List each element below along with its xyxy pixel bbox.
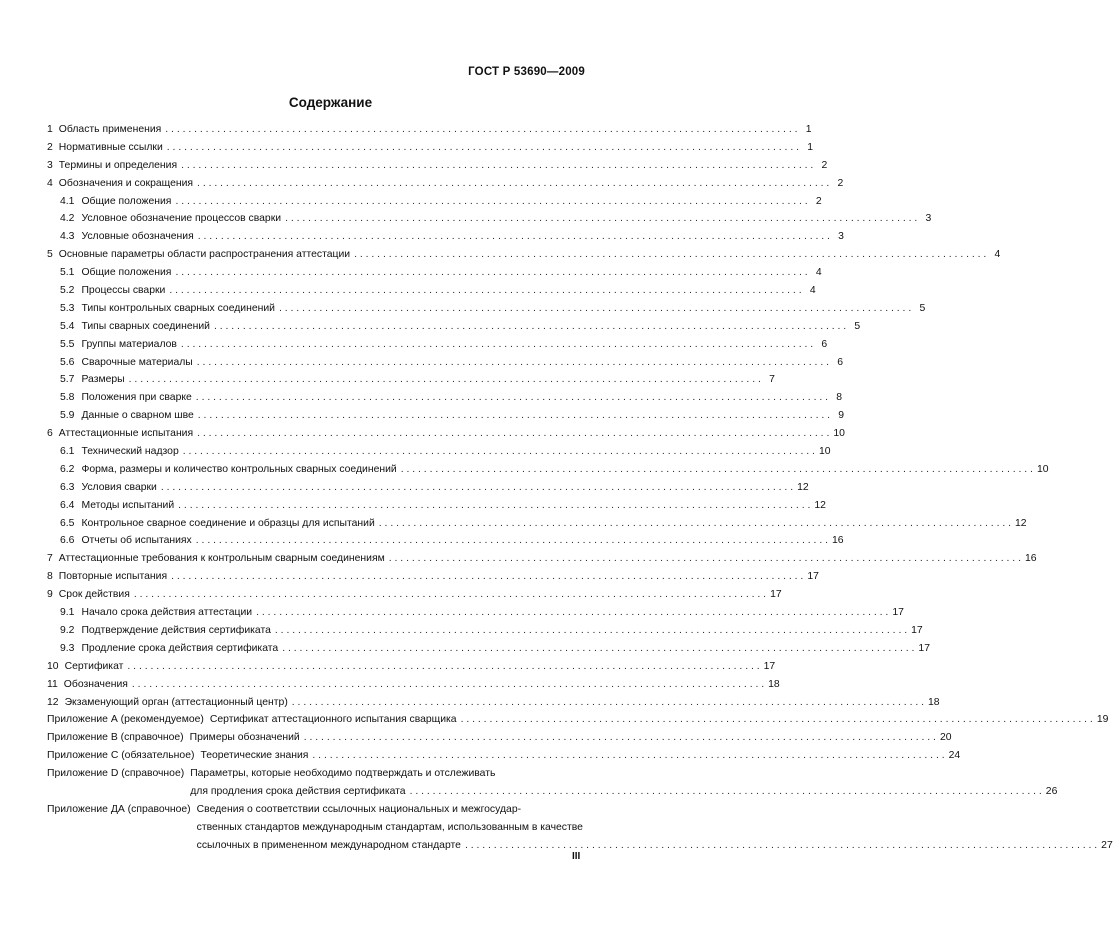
toc-entry[interactable] bbox=[47, 175, 844, 193]
dot-leader bbox=[167, 139, 799, 157]
dot-leader bbox=[410, 783, 1042, 801]
dot-leader bbox=[256, 604, 888, 622]
dot-leader bbox=[282, 640, 914, 658]
toc-entry-title: Положения при сварке bbox=[81, 392, 192, 404]
toc-entry[interactable] bbox=[47, 282, 816, 300]
toc-entry-number: 12 bbox=[47, 696, 59, 708]
toc-entry-title: Типы контрольных сварных соединений bbox=[81, 302, 275, 314]
toc-entry-title: Аттестационные испытания bbox=[58, 428, 194, 440]
toc-entry[interactable] bbox=[47, 640, 930, 658]
dot-leader bbox=[183, 443, 815, 461]
toc-appendix-entry[interactable] bbox=[47, 729, 952, 747]
toc-entry-title: Аттестационные требования к контрольным сварным соединениям bbox=[58, 553, 385, 565]
toc-entry-title: Условия сварки bbox=[81, 481, 157, 493]
toc-entry-number: 6.3 bbox=[60, 481, 75, 493]
toc-entry[interactable] bbox=[47, 658, 776, 676]
toc-entry-number: 5.9 bbox=[60, 410, 75, 422]
toc-entry[interactable] bbox=[47, 568, 819, 586]
toc-entry-page: 4 bbox=[994, 249, 1001, 261]
toc-entry[interactable] bbox=[47, 479, 809, 497]
dot-leader bbox=[161, 479, 793, 497]
toc-entry[interactable] bbox=[47, 336, 828, 354]
appendix-title-line: ссылочных в примененном международном стандарте bbox=[196, 839, 461, 851]
toc-entry-page: 6 bbox=[837, 356, 843, 368]
toc-entry[interactable] bbox=[47, 210, 932, 228]
toc-entry[interactable] bbox=[47, 532, 844, 550]
toc-entry-page: 16 bbox=[832, 535, 844, 547]
toc-entry-title: Подтверждение действия сертификата bbox=[81, 624, 271, 636]
toc-entry-number: 4.1 bbox=[60, 195, 75, 207]
appendix-page: 26 bbox=[1045, 786, 1058, 797]
dot-leader bbox=[198, 228, 830, 246]
toc-entry-page: 1 bbox=[805, 124, 812, 135]
appendix-label: Приложение D (справочное) bbox=[47, 768, 185, 780]
toc-entry-page: 3 bbox=[838, 231, 844, 243]
toc-entry-page: 2 bbox=[815, 195, 822, 207]
toc-entry-number: 6.1 bbox=[60, 446, 75, 458]
toc-entry-title: Сварочные материалы bbox=[81, 356, 193, 368]
toc-entry[interactable] bbox=[47, 354, 843, 372]
dot-leader bbox=[461, 711, 1093, 729]
toc-entry-title: Общие положения bbox=[81, 267, 172, 279]
table-of-contents bbox=[47, 121, 1113, 855]
toc-entry-title: Обозначения и сокращения bbox=[58, 177, 194, 189]
toc-entry-page: 6 bbox=[821, 338, 828, 350]
toc-entry[interactable] bbox=[47, 461, 1049, 479]
toc-entry-page: 12 bbox=[1015, 517, 1027, 529]
toc-entry-number: 9 bbox=[47, 589, 53, 601]
toc-entry-page: 7 bbox=[769, 374, 775, 386]
toc-entry-page: 1 bbox=[807, 141, 813, 153]
toc-entry-number: 7 bbox=[47, 553, 53, 565]
toc-entry-title: Размеры bbox=[81, 374, 125, 386]
toc-entry-number: 1 bbox=[47, 124, 53, 135]
appendix-page: 19 bbox=[1096, 714, 1109, 726]
toc-entry-title: Экзаменующий орган (аттестационный центр) bbox=[64, 696, 288, 708]
dot-leader bbox=[196, 389, 828, 407]
dot-leader bbox=[354, 246, 986, 264]
toc-appendix-entry[interactable] bbox=[47, 765, 1058, 801]
toc-entry-page: 17 bbox=[911, 624, 923, 636]
toc-entry-number: 10 bbox=[47, 660, 59, 672]
toc-entry[interactable] bbox=[47, 407, 845, 425]
dot-leader bbox=[181, 336, 813, 354]
toc-entry-page: 8 bbox=[836, 392, 843, 404]
toc-entry-page: 17 bbox=[807, 571, 819, 583]
toc-entry-title: Условное обозначение процессов сварки bbox=[81, 213, 282, 225]
page-number: III bbox=[572, 851, 581, 862]
toc-entry-title: Сертификат bbox=[64, 660, 124, 672]
toc-entry[interactable] bbox=[47, 550, 1037, 568]
toc-entry[interactable] bbox=[47, 371, 775, 389]
toc-entry-number: 3 bbox=[47, 159, 53, 171]
dot-leader bbox=[165, 121, 797, 139]
toc-entry-number: 9.1 bbox=[60, 607, 75, 619]
toc-entry-page: 2 bbox=[821, 159, 828, 171]
toc-entry-page: 10 bbox=[833, 428, 845, 440]
dot-leader bbox=[401, 461, 1033, 479]
toc-entry-number: 11 bbox=[47, 678, 58, 690]
dot-leader bbox=[304, 729, 936, 747]
dot-leader bbox=[127, 658, 759, 676]
appendix-label: Приложение В (справочное) bbox=[47, 732, 184, 744]
dot-leader bbox=[196, 532, 828, 550]
toc-entry-page: 4 bbox=[815, 267, 822, 279]
dot-leader bbox=[134, 586, 766, 604]
toc-entry-page: 10 bbox=[1036, 463, 1049, 475]
dot-leader bbox=[312, 747, 944, 765]
dot-leader bbox=[197, 425, 829, 443]
appendix-title-line: для продления срока действия сертификата bbox=[190, 786, 406, 797]
toc-entry-title: Группы материалов bbox=[81, 338, 177, 350]
dot-leader bbox=[379, 515, 1011, 533]
toc-entry-page: 18 bbox=[928, 696, 940, 708]
toc-entry-number: 4.3 bbox=[60, 231, 75, 243]
toc-entry-title: Методы испытаний bbox=[81, 499, 175, 511]
dot-leader bbox=[292, 694, 924, 712]
toc-entry-number: 5.4 bbox=[60, 320, 75, 332]
toc-appendix-entry[interactable] bbox=[47, 711, 1109, 729]
dot-leader bbox=[175, 193, 807, 211]
toc-entry-title: Технический надзор bbox=[81, 446, 179, 458]
toc-entry[interactable] bbox=[47, 121, 812, 139]
dot-leader bbox=[132, 676, 764, 694]
toc-entry-title: Термины и определения bbox=[58, 159, 178, 171]
toc-entry-page: 5 bbox=[854, 320, 861, 332]
toc-entry-title: Условные обозначения bbox=[81, 231, 194, 243]
toc-entry[interactable] bbox=[47, 228, 844, 246]
toc-entry-page: 12 bbox=[797, 481, 809, 493]
toc-entry-title: Область применения bbox=[58, 124, 162, 135]
toc-entry-number: 5.2 bbox=[60, 285, 75, 297]
dot-leader bbox=[389, 550, 1021, 568]
toc-entry-title: Общие положения bbox=[81, 195, 172, 207]
appendix-label: Приложение С (обязательное) bbox=[47, 750, 195, 762]
toc-entry[interactable] bbox=[47, 443, 831, 461]
toc-entry-title: Обозначения bbox=[63, 678, 128, 690]
appendix-title-line: Сертификат аттестационного испытания сварщика bbox=[209, 714, 457, 726]
toc-entry-title: Повторные испытания bbox=[58, 571, 168, 583]
toc-entry-title: Начало срока действия аттестации bbox=[81, 607, 253, 619]
dot-leader bbox=[169, 282, 801, 300]
toc-entry-number: 9.3 bbox=[60, 642, 75, 654]
toc-entry-title: Контрольное сварное соединение и образцы для испытаний bbox=[81, 517, 375, 529]
toc-entry-number: 4.2 bbox=[60, 213, 75, 225]
toc-entry-number: 5.8 bbox=[60, 392, 75, 404]
toc-entry-number: 5.1 bbox=[60, 267, 75, 279]
dot-leader bbox=[279, 300, 911, 318]
toc-entry[interactable] bbox=[47, 246, 1001, 264]
document-id: ГОСТ Р 53690—2009 bbox=[468, 66, 585, 78]
toc-entry-page: 17 bbox=[918, 642, 930, 654]
dot-leader bbox=[171, 568, 803, 586]
dot-leader bbox=[175, 264, 807, 282]
toc-entry-number: 4 bbox=[47, 177, 53, 189]
dot-leader bbox=[178, 497, 810, 515]
toc-entry-title: Типы сварных соединений bbox=[81, 320, 210, 332]
toc-entry[interactable] bbox=[47, 622, 923, 640]
toc-entry-number: 6 bbox=[47, 428, 53, 440]
toc-entry-page: 18 bbox=[768, 678, 780, 690]
toc-entry-title: Процессы сварки bbox=[81, 285, 166, 297]
appendix-label: Приложение А (рекомендуемое) bbox=[47, 714, 204, 726]
dot-leader bbox=[285, 210, 917, 228]
dot-leader bbox=[465, 837, 1097, 855]
toc-appendix-entry[interactable] bbox=[47, 801, 1113, 855]
dot-leader bbox=[181, 157, 813, 175]
toc-entry[interactable] bbox=[47, 676, 780, 694]
toc-entry-number: 6.5 bbox=[60, 517, 75, 529]
toc-entry-title: Срок действия bbox=[58, 589, 130, 601]
toc-entry[interactable] bbox=[47, 694, 940, 712]
toc-entry[interactable] bbox=[47, 139, 813, 157]
toc-entry-page: 17 bbox=[892, 607, 904, 619]
page-title: Содержание bbox=[288, 95, 373, 110]
toc-entry-title: Отчеты об испытаниях bbox=[81, 535, 192, 547]
toc-entry[interactable] bbox=[47, 389, 843, 407]
appendix-page: 24 bbox=[948, 750, 961, 762]
appendix-title-line: Примеры обозначений bbox=[189, 732, 300, 744]
toc-entry-number: 5.6 bbox=[60, 356, 75, 368]
toc-entry-page: 17 bbox=[770, 589, 782, 601]
toc-entry-page: 4 bbox=[809, 285, 816, 297]
toc-entry-page: 10 bbox=[818, 446, 831, 458]
toc-entry-number: 8 bbox=[47, 571, 53, 583]
dot-leader bbox=[197, 175, 829, 193]
dot-leader bbox=[198, 407, 830, 425]
appendix-page: 27 bbox=[1101, 839, 1113, 851]
appendix-title-line: ственных стандартов международным стандартам, использованным в качестве bbox=[196, 821, 583, 833]
toc-entry-page: 17 bbox=[763, 660, 776, 672]
toc-entry-title: Форма, размеры и количество контрольных сварных соединений bbox=[81, 463, 397, 475]
toc-entry[interactable] bbox=[47, 515, 1027, 533]
toc-entry-number: 6.2 bbox=[60, 463, 75, 475]
toc-entry-number: 6.4 bbox=[60, 499, 75, 511]
toc-entry[interactable] bbox=[47, 193, 822, 211]
toc-entry-page: 9 bbox=[838, 410, 845, 422]
toc-entry-title: Данные о сварном шве bbox=[81, 410, 194, 422]
toc-entry[interactable] bbox=[47, 586, 782, 604]
toc-entry[interactable] bbox=[47, 425, 845, 443]
toc-entry-title: Нормативные ссылки bbox=[58, 141, 163, 153]
toc-entry[interactable] bbox=[47, 604, 904, 622]
toc-entry-title: Продление срока действия сертификата bbox=[81, 642, 279, 654]
toc-entry[interactable] bbox=[47, 318, 861, 336]
appendix-title-line: Параметры, которые необходимо подтверждать и отслеживать bbox=[190, 768, 496, 780]
toc-entry-page: 2 bbox=[837, 177, 844, 189]
toc-entry-number: 5.3 bbox=[60, 302, 75, 314]
appendix-page: 20 bbox=[939, 732, 952, 744]
toc-entry-number: 5.5 bbox=[60, 338, 75, 350]
toc-entry[interactable] bbox=[47, 497, 826, 515]
dot-leader bbox=[275, 622, 907, 640]
toc-entry-page: 12 bbox=[814, 499, 826, 511]
dot-leader bbox=[197, 354, 829, 372]
toc-entry-number: 9.2 bbox=[60, 624, 75, 636]
toc-entry-page: 5 bbox=[919, 302, 926, 314]
appendix-title-line: Теоретические знания bbox=[200, 750, 309, 762]
appendix-label: Приложение ДА (справочное) bbox=[47, 803, 191, 815]
toc-entry-number: 5 bbox=[47, 249, 53, 261]
toc-entry-number: 2 bbox=[47, 141, 53, 153]
toc-entry-page: 16 bbox=[1024, 553, 1037, 565]
toc-entry-number: 6.6 bbox=[60, 535, 75, 547]
toc-entry-title: Основные параметры области распространения аттестации bbox=[58, 249, 351, 261]
toc-entry[interactable] bbox=[47, 264, 822, 282]
toc-entry-page: 3 bbox=[925, 213, 932, 225]
dot-leader bbox=[214, 318, 846, 336]
toc-entry[interactable] bbox=[47, 300, 926, 318]
appendix-title-line: Сведения о соответствии ссылочных национальных и межгосудар- bbox=[196, 803, 522, 815]
toc-entry-number: 5.7 bbox=[60, 374, 75, 386]
toc-entry[interactable] bbox=[47, 157, 828, 175]
toc-appendix-entry[interactable] bbox=[47, 747, 961, 765]
dot-leader bbox=[129, 371, 761, 389]
